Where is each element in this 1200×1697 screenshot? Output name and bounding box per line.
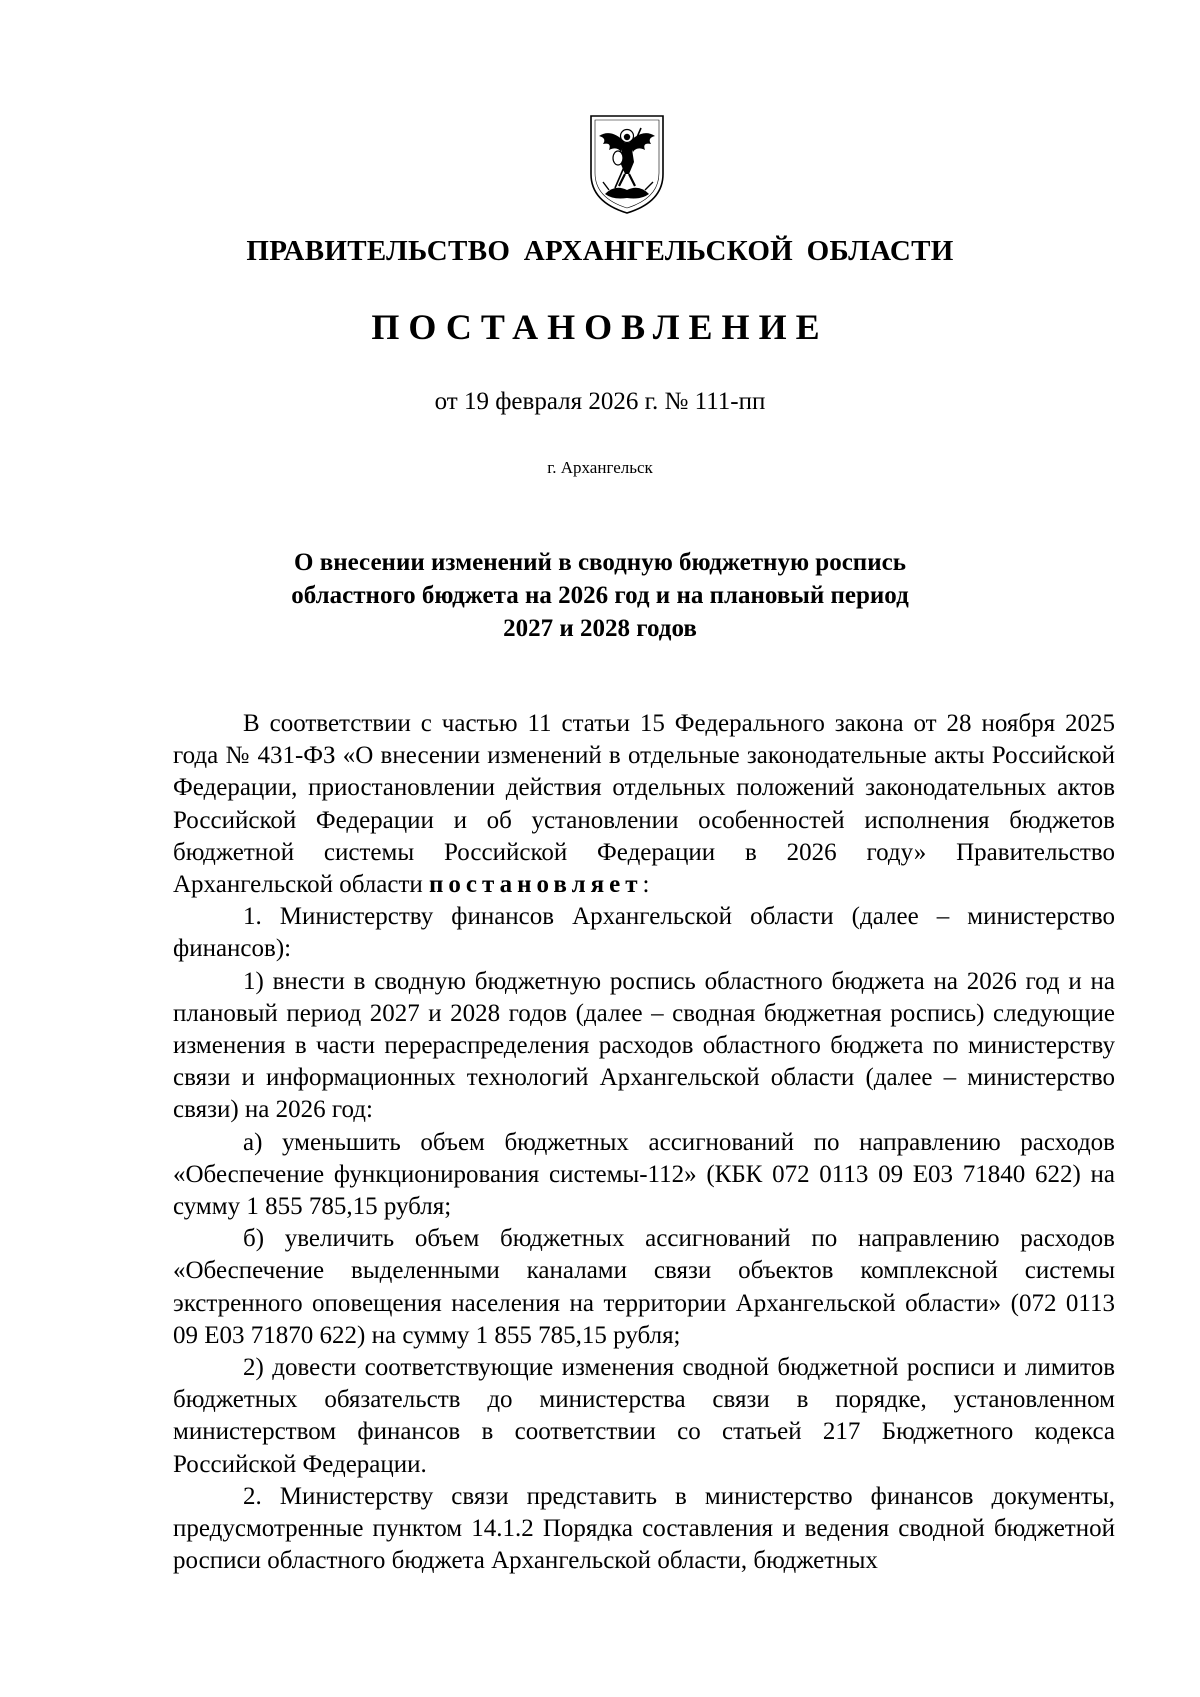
title-line-3: 2027 и 2028 годов	[503, 615, 697, 642]
organization-name: ПРАВИТЕЛЬСТВО АРХАНГЕЛЬСКОЙ ОБЛАСТИ	[246, 235, 954, 267]
resolves-word: постановляет	[429, 871, 643, 899]
document-type: ПОСТАНОВЛЕНИЕ	[371, 307, 829, 347]
title-line-2: областного бюджета на 2026 год и на плановый период	[291, 582, 909, 609]
resolves-colon: :	[642, 871, 650, 899]
document-city: г. Архангельск	[547, 458, 653, 477]
paragraph-1-1: 1) внести в сводную бюджетную роспись областного бюджета на 2026 год и на плановый период 2027 и 2028 годов (далее – сводная бюджетная роспись) следующие изменения в части перераспределения расходов областного бюджета по министерству связи и информационных технологий Архангельской области (далее – министерство связи) на 2026 год:	[173, 967, 1115, 1124]
document-body	[173, 708, 1115, 1577]
paragraph-1: 1. Министерству финансов Архангельской области (далее – министерство финансов):	[173, 903, 1115, 963]
coat-of-arms-icon	[585, 112, 669, 216]
document-title	[170, 546, 1030, 645]
preamble-text: В соответствии с частью 11 статьи 15 Федерального закона от 28 ноября 2025 года № 431-ФЗ «О внесении изменений в отдельные законодательные акты Российской Федерации, приостановлении действия отдельных положений законодательных актов Российской Федерации и об установлении особенностей исполнения бюджетов бюджетной системы Российской Федерации в 2026 году» Правительство Архангельской области	[173, 710, 1115, 899]
paragraph-1-1-b: б) увеличить объем бюджетных ассигнований по направлению расходов «Обеспечение выделенными каналами связи объектов комплексной системы экстренного оповещения населения на территории Архангельской области» (072 0113 09 Е03 71870 622) на сумму 1 855 785,15 рубля;	[173, 1225, 1115, 1349]
paragraph-1-2: 2) довести соответствующие изменения сводной бюджетной росписи и лимитов бюджетных обязательств до министерства связи в порядке, установленном министерством финансов в соответствии со статьей 217 Бюджетного кодекса Российской Федерации.	[173, 1354, 1115, 1478]
paragraph-1-1-a: а) уменьшить объем бюджетных ассигнований по направлению расходов «Обеспечение функционирования системы-112» (КБК 072 0113 09 Е03 71840 622) на сумму 1 855 785,15 рубля;	[173, 1128, 1115, 1221]
title-line-1: О внесении изменений в сводную бюджетную роспись	[294, 549, 906, 576]
preamble-paragraph	[173, 708, 1115, 901]
paragraph-2: 2. Министерству связи представить в министерство финансов документы, предусмотренные пунктом 14.1.2 Порядка составления и ведения сводной бюджетной росписи областного бюджета Архангельской области, бюджетных	[173, 1482, 1115, 1575]
document-date-number: от 19 февраля 2026 г. № 111-пп	[434, 388, 766, 415]
